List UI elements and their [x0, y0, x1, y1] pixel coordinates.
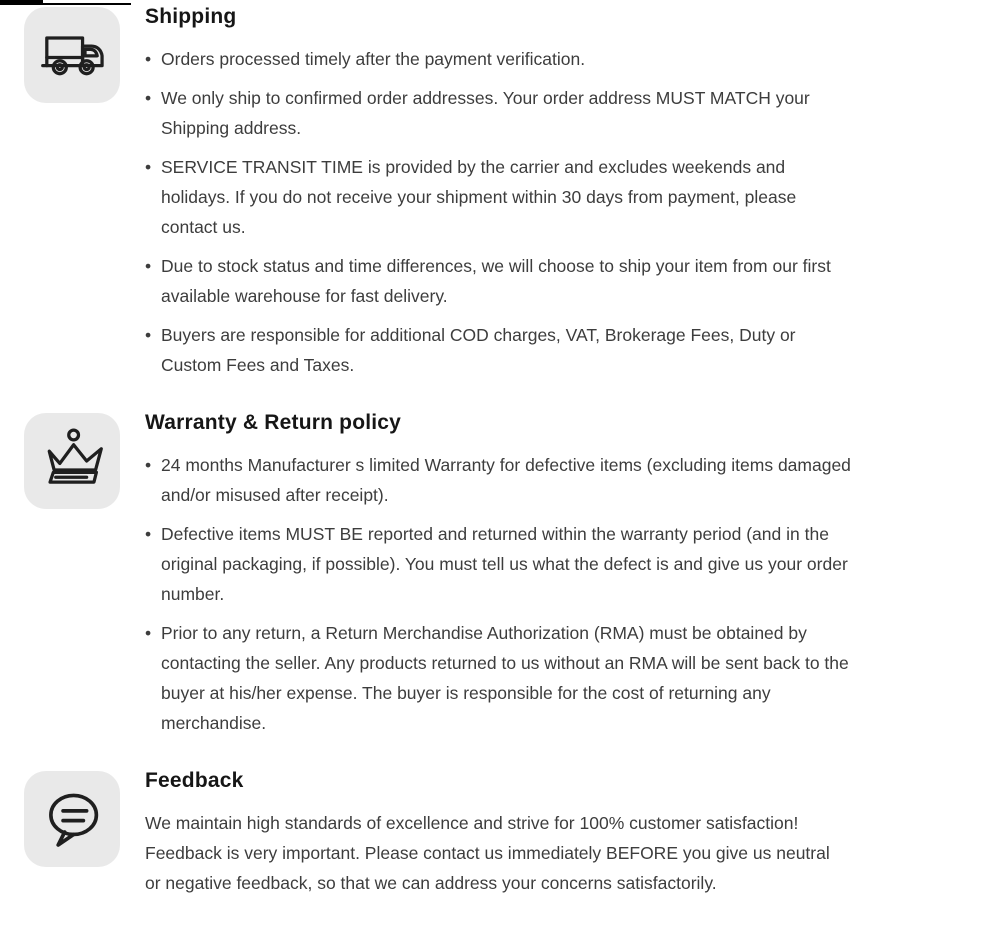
bullet-text: Defective items MUST BE reported and returned within the warranty period (and in the original packaging, if possible). You must tell us what the defect is and give us your order number.	[161, 524, 848, 604]
policy-bullet	[145, 320, 857, 380]
section-warranty	[0, 410, 1000, 738]
bullet-text: Orders processed timely after the payment verification.	[161, 49, 586, 69]
bullet-list	[145, 450, 857, 738]
crown-icon	[24, 413, 120, 509]
policy-bullet	[145, 450, 857, 510]
bullet-text: We only ship to confirmed order addresses. Your order address MUST MATCH your Shipping address.	[161, 88, 810, 138]
bullet-marker: •	[145, 88, 152, 108]
section-title: Warranty & Return policy	[145, 411, 402, 434]
bullet-marker: •	[145, 49, 152, 69]
policy-bullet	[145, 152, 857, 242]
bullet-text: Due to stock status and time differences, we will choose to ship your item from our first available warehouse for fast delivery.	[161, 256, 831, 306]
bullet-marker: •	[145, 256, 152, 276]
section-feedback	[0, 768, 1000, 898]
bullet-list	[145, 808, 857, 898]
bullet-marker: •	[145, 455, 152, 475]
bullet-marker: •	[145, 524, 152, 544]
section-paragraph: We maintain high standards of excellence and strive for 100% customer satisfaction! Feedback is very important. Please contact us immediately BEFORE you give us neutral or negative feedback, so that we can address your concerns satisfactorily.	[145, 813, 830, 893]
section-title: Feedback	[145, 769, 244, 792]
policy-bullet	[145, 83, 857, 143]
policy-bullet	[145, 618, 857, 738]
policy-bullet	[145, 519, 857, 609]
bullet-list	[145, 44, 857, 380]
bullet-text: SERVICE TRANSIT TIME is provided by the carrier and excludes weekends and holidays. If you do not receive your shipment within 30 days from payment, please contact us.	[161, 157, 797, 237]
bullet-text: Prior to any return, a Return Merchandise Authorization (RMA) must be obtained by contacting the seller. Any products returned to us without an RMA will be sent back to the buyer at his/her expense. The buyer is responsible for the cost of returning any merchandise.	[161, 623, 849, 733]
section-shipping	[0, 4, 1000, 380]
policy-bullet	[145, 251, 857, 311]
bullet-text: 24 months Manufacturer s limited Warranty for defective items (excluding items damaged and/or misused after receipt).	[161, 455, 851, 505]
speech-bubble-icon	[24, 771, 120, 867]
policy-bullet	[145, 44, 857, 74]
bullet-marker: •	[145, 325, 152, 345]
section-title: Shipping	[145, 5, 237, 28]
truck-icon	[24, 7, 120, 103]
bullet-marker: •	[145, 623, 152, 643]
bullet-marker: •	[145, 157, 152, 177]
bullet-text: Buyers are responsible for additional COD charges, VAT, Brokerage Fees, Duty or Custom Fees and Taxes.	[161, 325, 796, 375]
policy-sections	[0, 4, 1000, 928]
